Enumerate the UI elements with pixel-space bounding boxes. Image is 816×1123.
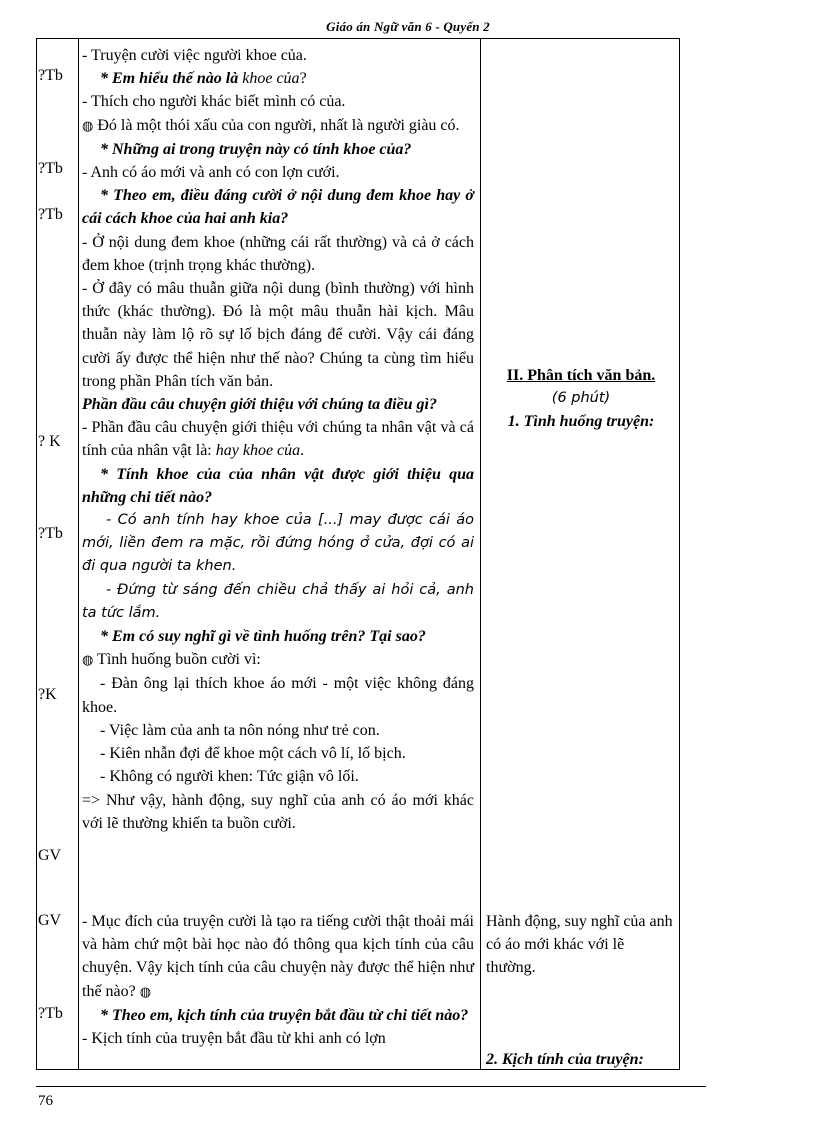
question-text: Phần đầu câu chuyện giới thiệu với chúng ta điều gì?	[82, 396, 437, 414]
answer-text: => Như vậy, hành động, suy nghĩ của anh có áo mới khác với lẽ thường khiến ta buồn cười.	[82, 791, 474, 832]
quote-text: - Đứng từ sáng đến chiều chả thấy ai hỏi cả, anh ta tức lắm.	[82, 581, 474, 621]
label-question-4: ? K	[38, 433, 61, 450]
question-text: * Em hiểu thế nào là khoe của?	[100, 70, 307, 88]
label-question-3: ?Tb	[38, 206, 63, 223]
note-text: Hành động, suy nghĩ của anh có áo mới khác với lẽ thường.	[486, 913, 673, 977]
footer-rule	[36, 1086, 706, 1087]
label-question-5: ?Tb	[38, 525, 63, 542]
text-line: - Truyện cười việc người khoe của.	[82, 47, 307, 64]
content-block-2	[82, 910, 474, 1050]
question-text: * Những ai trong truyện này có tính khoe của?	[100, 140, 412, 158]
page-number: 76	[38, 1093, 53, 1109]
question-text: * Tính khoe của của nhân vật được giới thiệu qua những chi tiết nào?	[82, 465, 474, 506]
bullet-icon: ◍	[139, 984, 152, 1000]
answer-text: - Kiên nhẫn đợi để khoe một cách vô lí, lố bịch.	[100, 745, 406, 763]
answer-text: - Ở nội dung đem khoe (những cái rất thường) và cả ở cách đem khoe (trịnh trọng khác thường).	[82, 233, 474, 274]
subsection-title: 2. Kịch tính của truyện:	[486, 1051, 644, 1068]
answer-text: - Không có người khen: Tức giận vô lối.	[100, 768, 359, 786]
label-question-2: ?Tb	[38, 160, 63, 177]
answer-text: ◍ Tình huống buồn cười vì:	[82, 651, 261, 669]
label-teacher-1: GV	[38, 847, 62, 864]
answer-text: - Anh có áo mới và anh có con lợn cưới.	[82, 164, 340, 182]
label-question-7: ?Tb	[38, 1005, 63, 1022]
quote-text: - Có anh tính hay khoe của [...] may được cái áo mới, liền đem ra mặc, rồi đứng hóng ở cửa, đợi có ai đi qua người ta khen.	[82, 512, 474, 575]
answer-text: - Đàn ông lại thích khoe áo mới - một việc không đáng khoe.	[82, 675, 474, 716]
section-title: II. Phân tích văn bản.	[506, 367, 656, 384]
subsection-title: 1. Tình huống truyện:	[507, 413, 655, 431]
answer-text: - Việc làm của anh ta nôn nóng như trẻ con.	[100, 721, 380, 739]
answer-text: - Kịch tính của truyện bắt đầu từ khi anh có lợn	[82, 1030, 386, 1048]
answer-text: - Thích cho người khác biết mình có của.	[82, 93, 346, 111]
section-time: (6 phút)	[551, 390, 611, 407]
question-text: * Theo em, kịch tính của truyện bắt đầu từ chi tiết nào?	[100, 1006, 469, 1024]
bullet-icon: ◍	[82, 118, 94, 134]
content-block-1	[82, 44, 474, 835]
column-divider-right	[480, 38, 481, 1070]
question-text: * Em có suy nghĩ gì về tình huống trên? Tại sao?	[100, 628, 426, 646]
page-header: Giáo án Ngữ văn 6 - Quyển 2	[326, 19, 490, 34]
answer-text: - Ở đây có mâu thuẫn giữa nội dung (bình thường) với hình thức (khác thường). Đó là một mâu thuẫn hài kịch. Mâu thuẫn này làm lộ rõ sự lố bịch đáng để cười. Vậy cái đáng cười ấy được thể hiện như thế nào? Chúng ta cùng tìm hiểu trong phần Phân tích văn bản.	[82, 280, 474, 390]
bullet-icon: ◍	[82, 653, 94, 669]
label-question-6: ?K	[38, 686, 57, 703]
label-question-1: ?Tb	[38, 67, 63, 84]
column-divider-left	[78, 38, 79, 1070]
answer-text: - Phần đầu câu chuyện giới thiệu với chúng ta nhân vật và cá tính của nhân vật là: hay khoe của.	[82, 419, 474, 460]
teacher-text: - Mục đích của truyện cười là tạo ra tiếng cười thật thoải mái và hàm chứ một bài học nào đó thông qua kịch tính của câu chuyện. Vậy kịch tính của câu chuyện này được thể hiện như thế nào? ◍	[82, 913, 474, 1000]
label-teacher-2: GV	[38, 912, 62, 929]
answer-text: ◍ Đó là một thói xấu của con người, nhất là người giàu có.	[82, 116, 460, 134]
question-text: * Theo em, điều đáng cười ở nội dung đem khoe hay ở cái cách khoe của hai anh kia?	[82, 187, 474, 228]
section-heading	[486, 364, 676, 434]
